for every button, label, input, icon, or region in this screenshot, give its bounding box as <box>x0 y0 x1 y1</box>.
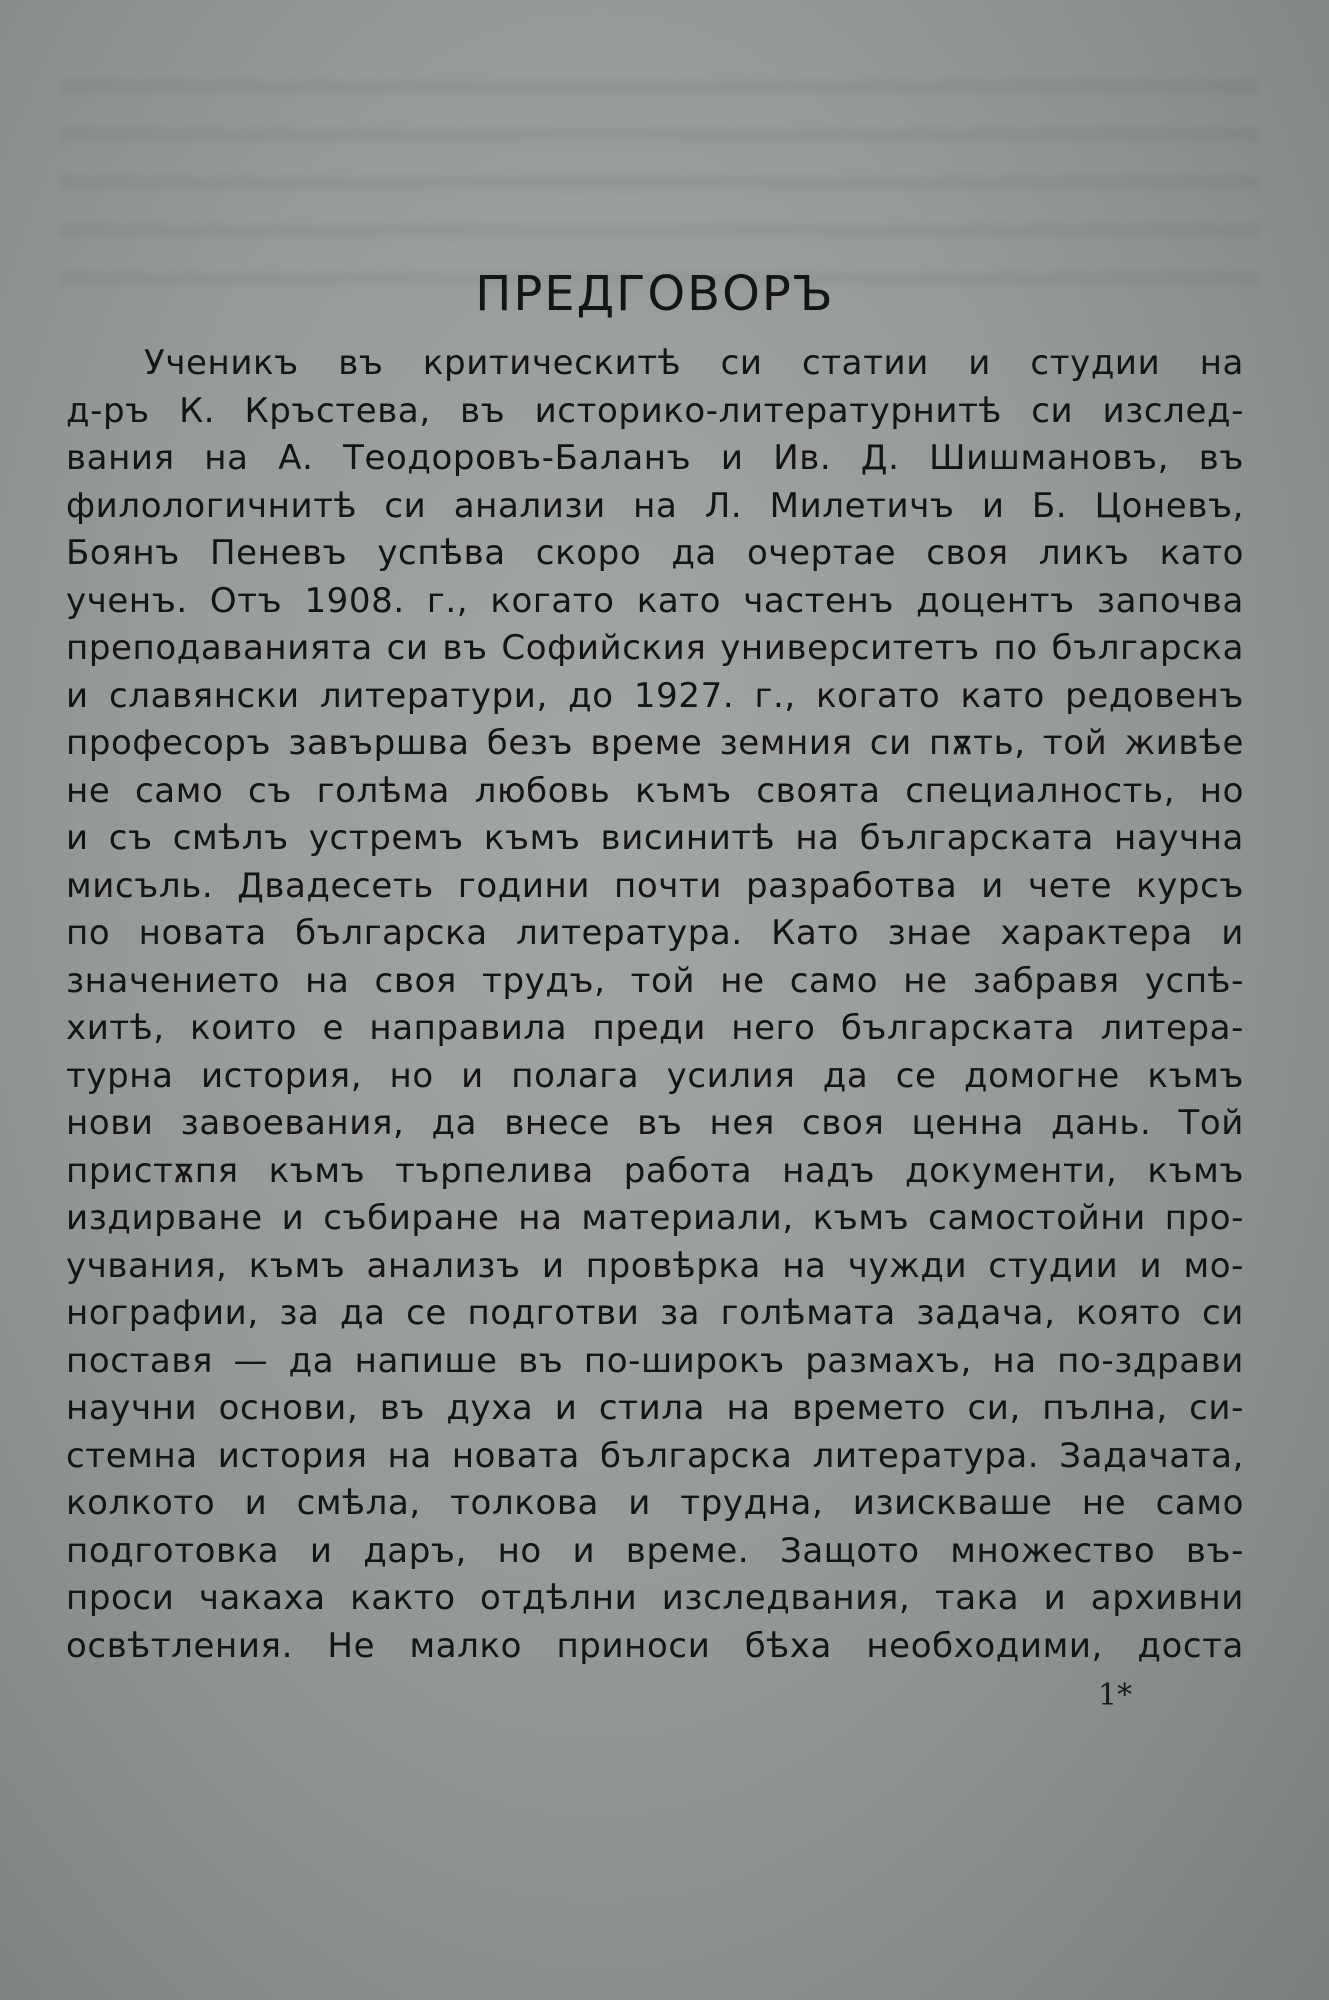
text-line: по новата българска литература. Като знае характера и <box>66 913 1244 953</box>
text-line: професоръ завършва безъ време земния си пѫть, той живѣе <box>66 723 1244 763</box>
text-line: учвания, къмъ анализъ и провѣрка на чужди студии и мо- <box>66 1245 1244 1286</box>
text-line: турна история, но и полага усилия да се домогне къмъ <box>66 1055 1244 1096</box>
text-line: нови завоевания, да внесе въ нея своя ценна дань. Той <box>66 1103 1244 1143</box>
text-line: поставя — да напише въ по-широкъ размахъ, на по-здрави <box>66 1340 1244 1381</box>
text-line: освѣтления. Не малко приноси бѣха необходими, доста <box>66 1625 1244 1666</box>
text-line: проси чакаха както отдѣлни изследвания, така и архивни <box>66 1578 1244 1618</box>
page-title: ПРЕДГОВОРЪ <box>475 266 835 322</box>
text-line: Боянъ Пеневъ успѣва скоро да очертае своя ликъ като <box>66 533 1244 573</box>
text-line: преподаванията си въ Софийския университетъ по българска <box>66 628 1244 668</box>
text-line: научни основи, въ духа и стила на времето си, пълна, си- <box>66 1388 1244 1428</box>
text-line: филологичнитѣ си анализи на Л. Милетичъ и Б. Цоневъ, <box>66 485 1244 526</box>
text-line: издирване и събиране на материали, къмъ самостойни про- <box>66 1198 1244 1238</box>
text-line: ученъ. Отъ 1908. г., когато като частенъ доцентъ започва <box>66 580 1244 621</box>
preface-body <box>66 262 1244 1670</box>
text-line: и славянски литератури, до 1927. г., когато като редовенъ <box>66 675 1244 716</box>
text-line: вания на А. Теодоровъ-Баланъ и Ив. Д. Шишмановъ, въ <box>66 438 1244 478</box>
text-line: стемна история на новата българска литература. Задачата, <box>66 1435 1244 1476</box>
text-line: мисъль. Двадесеть години почти разработва и чете курсъ <box>66 865 1244 906</box>
text-line: Ученикъ въ критическитѣ си статии и студии на <box>144 343 1244 383</box>
text-line: подготовка и даръ, но и време. Защото множество въ- <box>66 1530 1244 1571</box>
text-line: значението на своя трудъ, той не само не забравя успѣ- <box>66 960 1244 1001</box>
text-line: нографии, за да се подготви за голѣмата задача, която си <box>66 1293 1244 1333</box>
text-line: д-ръ К. Кръстева, въ историко-литературнитѣ си изслед- <box>66 390 1244 431</box>
text-line: и съ смѣлъ устремъ къмъ висинитѣ на българската научна <box>66 818 1244 858</box>
text-line: колкото и смѣла, толкова и трудна, изискваше не само <box>66 1483 1244 1523</box>
page-number: 1* <box>1098 1678 1133 1713</box>
text-line: не само съ голѣма любовь къмъ своята специалность, но <box>66 770 1244 811</box>
text-line: пристѫпя къмъ търпелива работа надъ документи, къмъ <box>66 1150 1244 1191</box>
text-line: хитѣ, които е направила преди него българската литера- <box>66 1008 1244 1048</box>
